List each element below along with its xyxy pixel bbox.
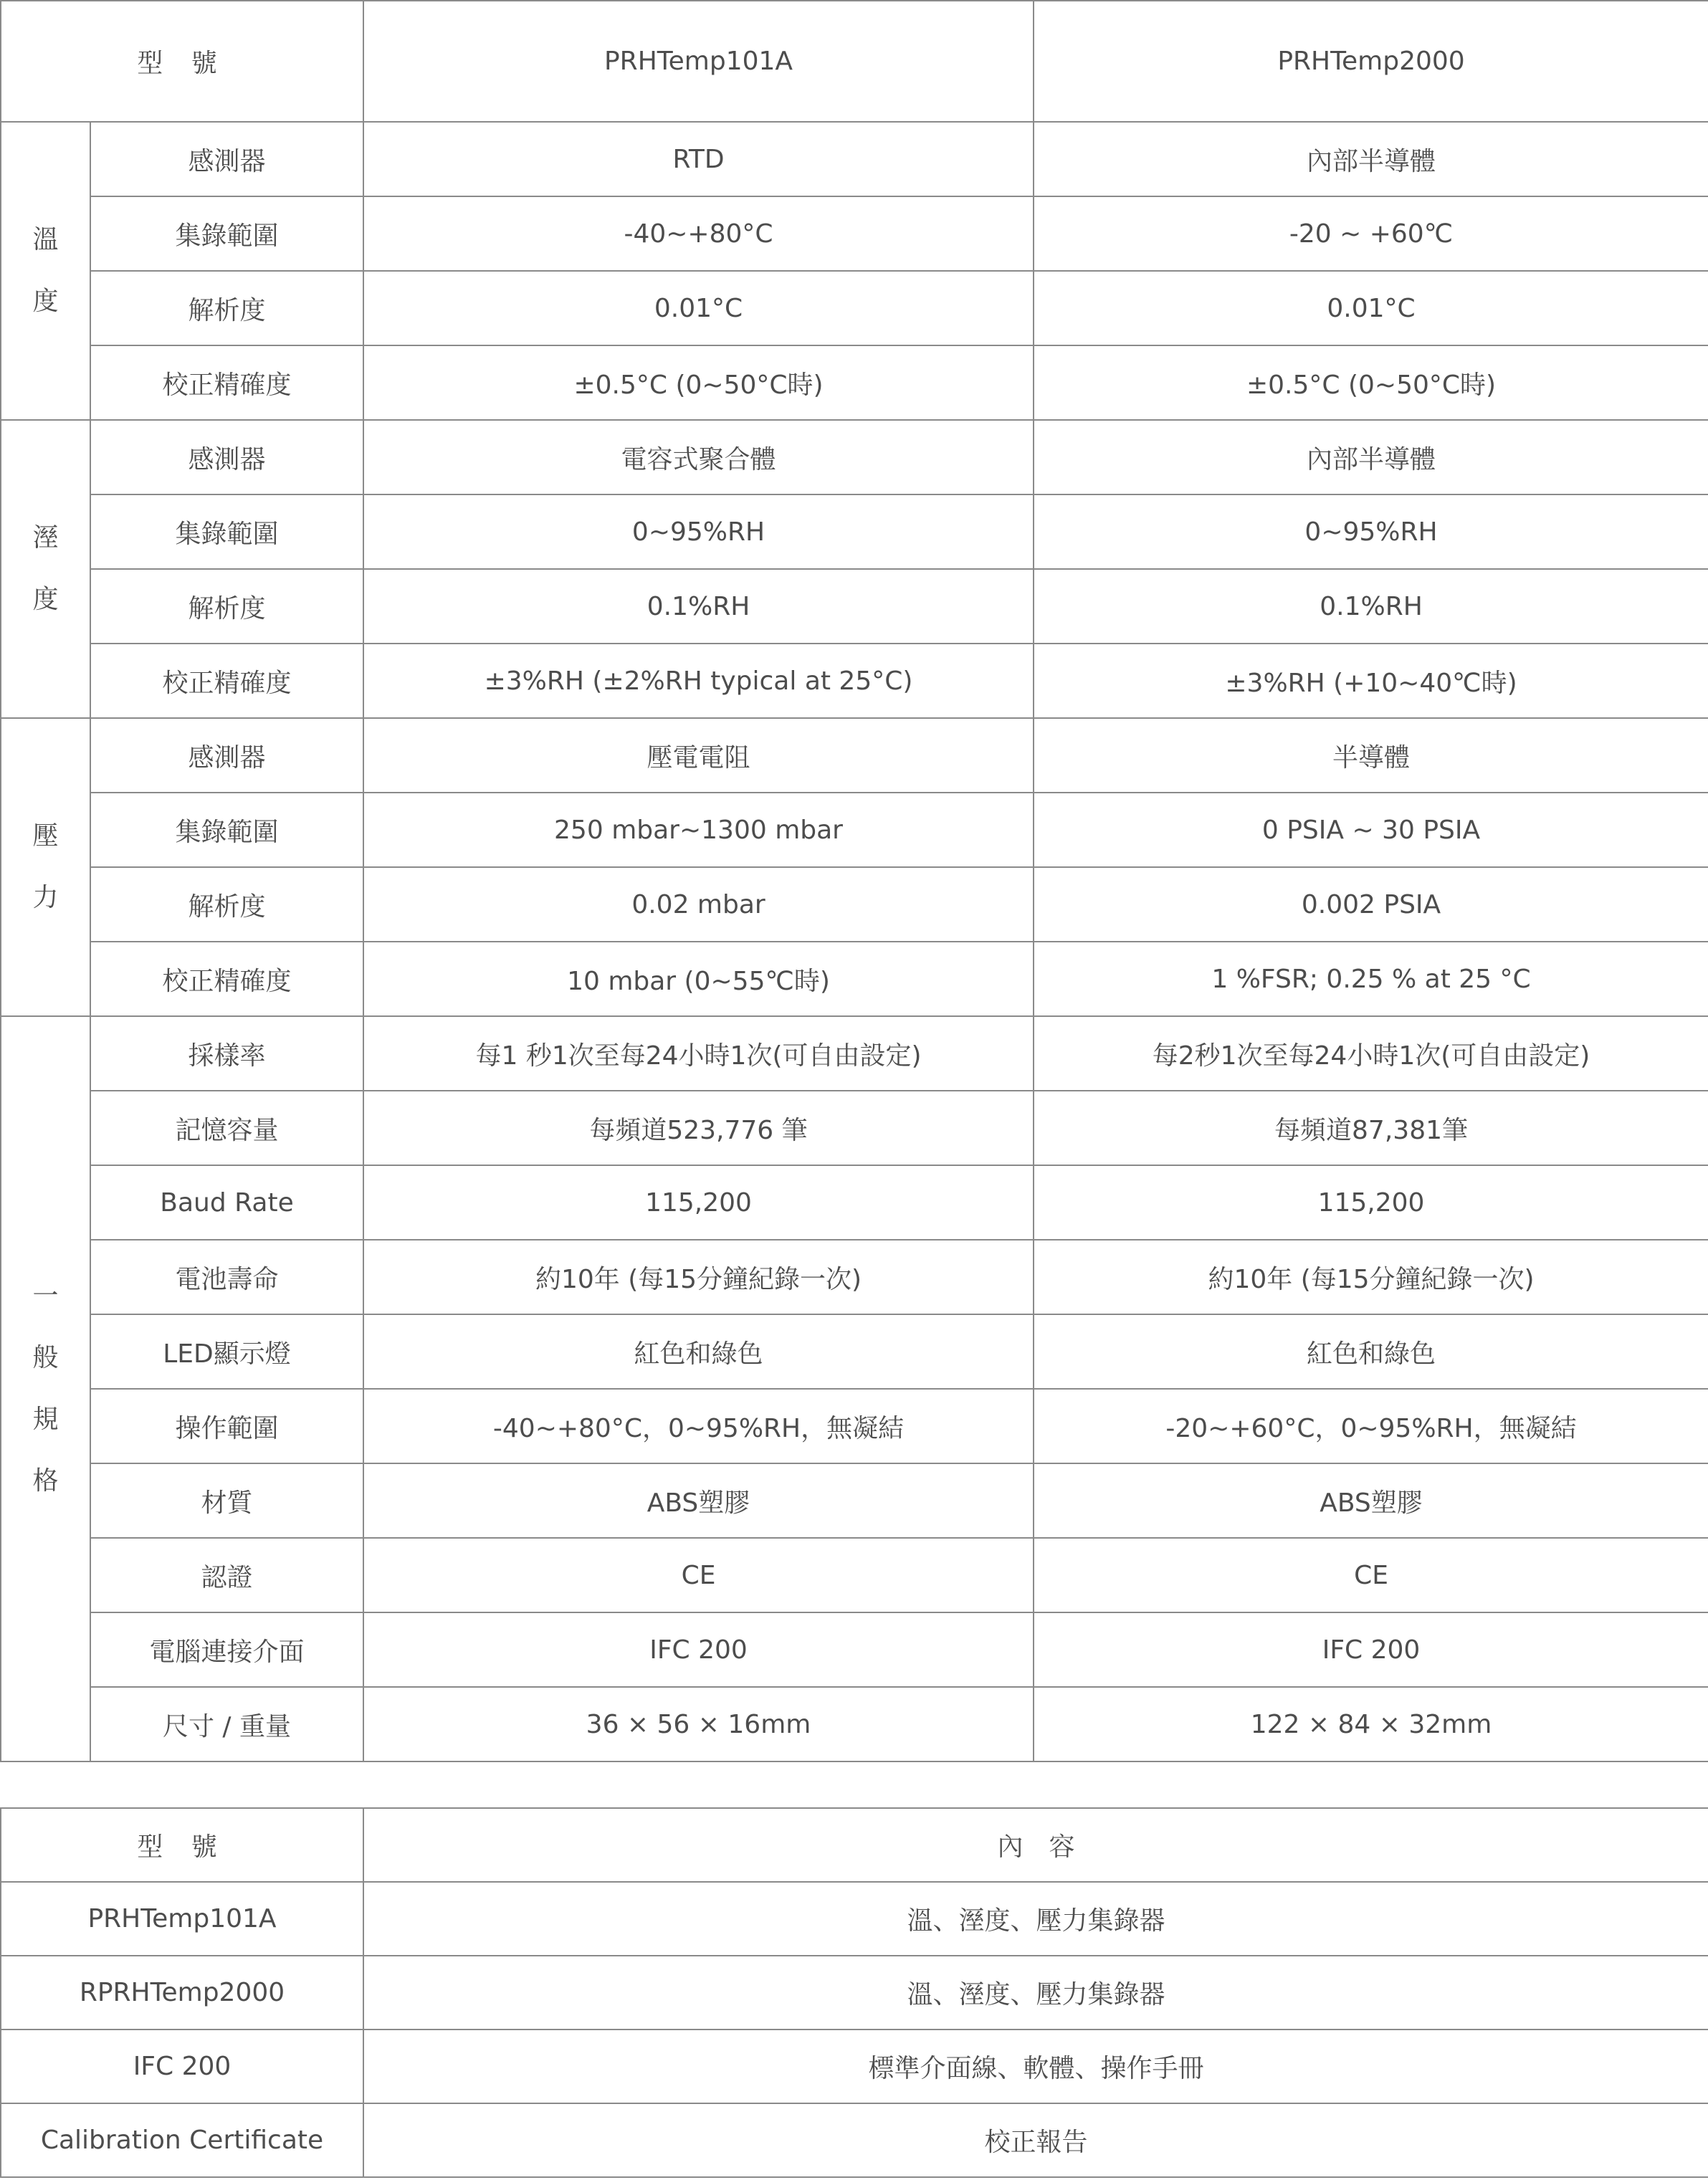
spec-value-a: 電容式聚合體 bbox=[363, 420, 1034, 494]
spec-item-label: 尺寸 / 重量 bbox=[90, 1687, 363, 1761]
order-model-header: 型 號 bbox=[1, 1808, 363, 1882]
order-model: Calibration Certificate bbox=[1, 2103, 363, 2177]
spec-item-label: 解析度 bbox=[90, 271, 363, 345]
order-table-body bbox=[1, 1808, 1708, 2177]
spec-item-label: 電池壽命 bbox=[90, 1240, 363, 1314]
order-content: 溫、溼度、壓力集錄器 bbox=[363, 1882, 1708, 1956]
spec-value-a: 每1 秒1次至每24小時1次(可自由設定) bbox=[363, 1016, 1034, 1091]
order-content: 標準介面線、軟體、操作手冊 bbox=[363, 2030, 1708, 2103]
group-label bbox=[1, 420, 90, 718]
spec-item-label: 解析度 bbox=[90, 569, 363, 644]
spec-value-b: -20 ~ +60℃ bbox=[1034, 196, 1708, 271]
spec-value-a: 紅色和綠色 bbox=[363, 1314, 1034, 1389]
group-label-char: 溼 bbox=[32, 523, 59, 553]
spec-value-a: 10 mbar (0~55℃時) bbox=[363, 942, 1034, 1016]
spec-value-b: ±3%RH (+10~40℃時) bbox=[1034, 644, 1708, 718]
spec-value-b: 1 %FSR; 0.25 % at 25 °C bbox=[1034, 942, 1708, 1016]
group-label-char: 度 bbox=[32, 287, 59, 316]
order-content: 校正報告 bbox=[363, 2103, 1708, 2177]
spec-value-a: 36 × 56 × 16mm bbox=[363, 1687, 1034, 1761]
order-header-row bbox=[1, 1808, 1708, 1882]
spec-value-b: 每頻道87,381筆 bbox=[1034, 1091, 1708, 1165]
spec-value-a: ±3%RH (±2%RH typical at 25°C) bbox=[363, 644, 1034, 718]
group-label bbox=[1, 122, 90, 420]
spec-table-body bbox=[1, 1, 1708, 1761]
group-label-char: 規 bbox=[32, 1405, 59, 1434]
spec-value-a: 壓電電阻 bbox=[363, 718, 1034, 793]
order-content-header: 內 容 bbox=[363, 1808, 1708, 1882]
spec-row bbox=[1, 271, 1708, 345]
spec-row bbox=[1, 867, 1708, 942]
group-label-char: 度 bbox=[32, 585, 59, 614]
order-row bbox=[1, 1956, 1708, 2030]
spec-item-label: 集錄範圍 bbox=[90, 196, 363, 271]
spec-row bbox=[1, 1091, 1708, 1165]
spec-value-a: 每頻道523,776 筆 bbox=[363, 1091, 1034, 1165]
spec-value-a: 0~95%RH bbox=[363, 494, 1034, 569]
spec-value-a: -40~+80°C bbox=[363, 196, 1034, 271]
spec-value-a: ±0.5°C (0~50°C時) bbox=[363, 345, 1034, 420]
spec-row bbox=[1, 718, 1708, 793]
spec-value-b: 約10年 (每15分鐘紀錄一次) bbox=[1034, 1240, 1708, 1314]
spec-row bbox=[1, 942, 1708, 1016]
spec-row bbox=[1, 1314, 1708, 1389]
group-label bbox=[1, 718, 90, 1016]
spec-value-b: 0.002 PSIA bbox=[1034, 867, 1708, 942]
spec-item-label: Baud Rate bbox=[90, 1165, 363, 1240]
spec-value-a: 0.02 mbar bbox=[363, 867, 1034, 942]
order-table bbox=[0, 1807, 1708, 2178]
spec-row bbox=[1, 1538, 1708, 1612]
spec-row bbox=[1, 122, 1708, 196]
order-model: PRHTemp101A bbox=[1, 1882, 363, 1956]
group-label-char: 一 bbox=[32, 1281, 59, 1311]
spec-row bbox=[1, 1389, 1708, 1463]
spec-value-b: CE bbox=[1034, 1538, 1708, 1612]
spec-item-label: 校正精確度 bbox=[90, 942, 363, 1016]
spec-row bbox=[1, 420, 1708, 494]
spec-value-a: ABS塑膠 bbox=[363, 1463, 1034, 1538]
spec-value-b: 0.1%RH bbox=[1034, 569, 1708, 644]
group-label-char: 格 bbox=[32, 1466, 59, 1496]
spec-item-label: 採樣率 bbox=[90, 1016, 363, 1091]
spec-value-b: -20~+60°C，0~95%RH，無凝結 bbox=[1034, 1389, 1708, 1463]
spec-value-b: 0.01°C bbox=[1034, 271, 1708, 345]
spec-value-b: ±0.5°C (0~50°C時) bbox=[1034, 345, 1708, 420]
spec-row bbox=[1, 494, 1708, 569]
spec-value-a: CE bbox=[363, 1538, 1034, 1612]
spec-item-label: 校正精確度 bbox=[90, 345, 363, 420]
spec-item-label: 操作範圍 bbox=[90, 1389, 363, 1463]
model-header: 型 號 bbox=[1, 1, 363, 122]
spec-item-label: LED顯示燈 bbox=[90, 1314, 363, 1389]
spec-row bbox=[1, 196, 1708, 271]
order-content: 溫、溼度、壓力集錄器 bbox=[363, 1956, 1708, 2030]
spec-value-b: IFC 200 bbox=[1034, 1612, 1708, 1687]
spec-item-label: 校正精確度 bbox=[90, 644, 363, 718]
spec-value-b: 紅色和綠色 bbox=[1034, 1314, 1708, 1389]
spec-value-a: 0.1%RH bbox=[363, 569, 1034, 644]
spec-value-a: -40~+80°C，0~95%RH，無凝結 bbox=[363, 1389, 1034, 1463]
group-label-char: 般 bbox=[32, 1343, 59, 1372]
spec-item-label: 記憶容量 bbox=[90, 1091, 363, 1165]
spec-value-b: 0 PSIA ~ 30 PSIA bbox=[1034, 793, 1708, 867]
model-name-a: PRHTemp101A bbox=[363, 1, 1034, 122]
group-label-char: 力 bbox=[32, 883, 59, 912]
spec-item-label: 集錄範圍 bbox=[90, 494, 363, 569]
spec-value-a: RTD bbox=[363, 122, 1034, 196]
spec-value-a: 250 mbar~1300 mbar bbox=[363, 793, 1034, 867]
group-label bbox=[1, 1016, 90, 1761]
order-row bbox=[1, 2103, 1708, 2177]
order-model: IFC 200 bbox=[1, 2030, 363, 2103]
spec-value-b: 115,200 bbox=[1034, 1165, 1708, 1240]
spec-value-b: ABS塑膠 bbox=[1034, 1463, 1708, 1538]
spec-value-a: 0.01°C bbox=[363, 271, 1034, 345]
spec-row bbox=[1, 345, 1708, 420]
spec-item-label: 感測器 bbox=[90, 718, 363, 793]
group-label-char: 溫 bbox=[32, 225, 59, 254]
spec-item-label: 認證 bbox=[90, 1538, 363, 1612]
spec-row bbox=[1, 1240, 1708, 1314]
spec-item-label: 集錄範圍 bbox=[90, 793, 363, 867]
spec-item-label: 感測器 bbox=[90, 420, 363, 494]
spec-value-b: 內部半導體 bbox=[1034, 420, 1708, 494]
spec-row bbox=[1, 1612, 1708, 1687]
spec-row bbox=[1, 793, 1708, 867]
spec-value-a: 約10年 (每15分鐘紀錄一次) bbox=[363, 1240, 1034, 1314]
spec-value-a: 115,200 bbox=[363, 1165, 1034, 1240]
spec-item-label: 材質 bbox=[90, 1463, 363, 1538]
spec-header-row bbox=[1, 1, 1708, 122]
order-row bbox=[1, 2030, 1708, 2103]
spec-row bbox=[1, 1687, 1708, 1761]
spec-row bbox=[1, 569, 1708, 644]
spec-row bbox=[1, 1016, 1708, 1091]
order-model: RPRHTemp2000 bbox=[1, 1956, 363, 2030]
spec-value-b: 每2秒1次至每24小時1次(可自由設定) bbox=[1034, 1016, 1708, 1091]
spec-value-b: 內部半導體 bbox=[1034, 122, 1708, 196]
spec-item-label: 感測器 bbox=[90, 122, 363, 196]
spec-value-a: IFC 200 bbox=[363, 1612, 1034, 1687]
spec-row bbox=[1, 644, 1708, 718]
spec-item-label: 解析度 bbox=[90, 867, 363, 942]
spec-value-b: 122 × 84 × 32mm bbox=[1034, 1687, 1708, 1761]
order-row bbox=[1, 1882, 1708, 1956]
spec-value-b: 半導體 bbox=[1034, 718, 1708, 793]
spec-item-label: 電腦連接介面 bbox=[90, 1612, 363, 1687]
spec-row bbox=[1, 1463, 1708, 1538]
group-label-char: 壓 bbox=[32, 821, 59, 851]
model-name-b: PRHTemp2000 bbox=[1034, 1, 1708, 122]
spec-value-b: 0~95%RH bbox=[1034, 494, 1708, 569]
spec-row bbox=[1, 1165, 1708, 1240]
